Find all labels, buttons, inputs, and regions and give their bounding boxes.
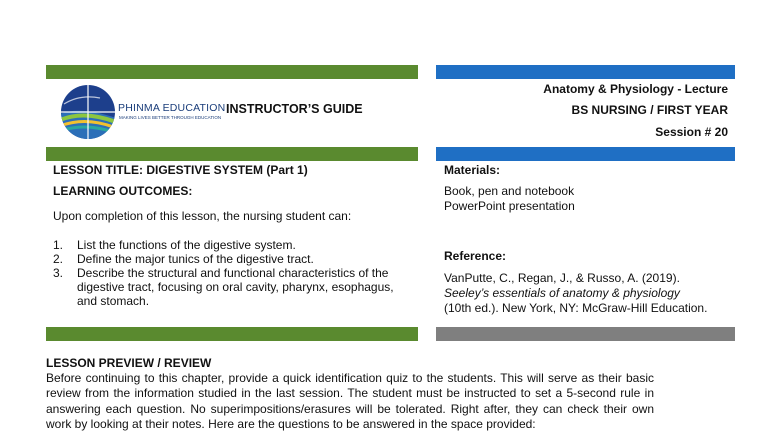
materials-item: Book, pen and notebook (444, 184, 575, 198)
guide-title: INSTRUCTOR’S GUIDE (226, 102, 363, 116)
phinma-logo (60, 84, 226, 142)
phinma-globe-icon (60, 84, 116, 140)
reference-publisher: (10th ed.). New York, NY: McGraw-Hill Education. (444, 301, 708, 315)
outcomes-list (47, 238, 413, 308)
header-bar-right (436, 65, 735, 79)
preview-heading: LESSON PREVIEW / REVIEW (46, 356, 212, 370)
list-item: 3. Describe the structural and functional characteristics of the digestive tract, focusing on oral cavity, pharynx, esophagus, and stomach. (53, 266, 394, 308)
materials-heading: Materials: (444, 163, 501, 177)
reference-heading: Reference: (444, 249, 507, 263)
logo-tagline: MAKING LIVES BETTER THROUGH EDUCATION (119, 115, 222, 120)
list-item: 1. List the functions of the digestive system. (53, 238, 296, 252)
course-name: Anatomy & Physiology - Lecture (543, 82, 728, 96)
session-number: Session # 20 (655, 125, 728, 139)
materials-item: PowerPoint presentation (444, 199, 575, 213)
footer-bar-right (436, 327, 735, 341)
learning-outcomes-heading: LEARNING OUTCOMES: (53, 184, 193, 198)
lesson-title: LESSON TITLE: DIGESTIVE SYSTEM (Part 1) (53, 163, 308, 177)
header-bar-left (46, 65, 418, 79)
section-bar-left (46, 147, 418, 161)
reference-book-title: Seeley’s essentials of anatomy & physiology (444, 286, 680, 300)
section-bar-right (436, 147, 735, 161)
reference-authors: VanPutte, C., Regan, J., & Russo, A. (2019). (444, 271, 680, 285)
list-item: 2. Define the major tunics of the digestive tract. (53, 252, 314, 266)
program-year: BS NURSING / FIRST YEAR (571, 103, 728, 117)
outcomes-intro: Upon completion of this lesson, the nursing student can: (53, 209, 352, 223)
footer-bar-left (46, 327, 418, 341)
logo-wordmark: PHINMA EDUCATION (118, 102, 226, 114)
preview-body: Before continuing to this chapter, provide a quick identification quiz to the students. This will serve as their basic review from the information studied in the last session. The student must be instructed to set a 5-second rule in answering each question. No superimpositions/erasures will be tolerated. Right after, they can check their own work by looking at their notes. Here are the questions to be answered in the space provided: (46, 371, 654, 432)
